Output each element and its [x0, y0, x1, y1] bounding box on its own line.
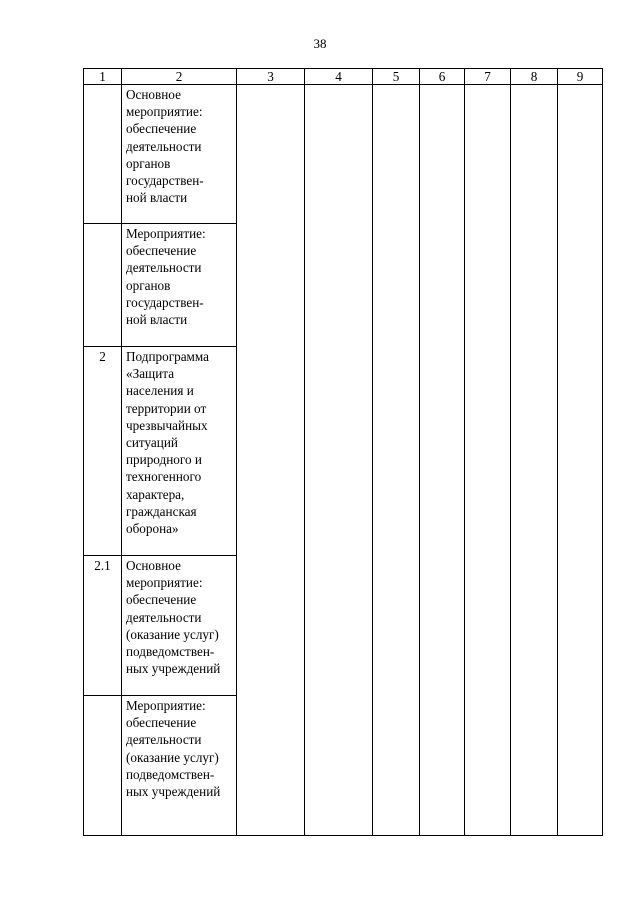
header-col-3: 3: [237, 69, 305, 85]
row-name-cell: Мероприятие: обеспечение деятельности (оказание услуг) подведомствен- ных учреждений: [122, 696, 237, 836]
col-4-cell: [305, 85, 373, 836]
header-col-1: 1: [84, 69, 122, 85]
row-number-cell: [84, 224, 122, 347]
col-9-cell: [558, 85, 603, 836]
row-number-cell: 2: [84, 347, 122, 556]
program-table: [83, 68, 603, 836]
header-col-2: 2: [122, 69, 237, 85]
row-number-cell: [84, 85, 122, 224]
row-name-cell: Подпрограмма «Защита населения и территории от чрезвычайных ситуаций природного и техногенного характера, гражданская оборона»: [122, 347, 237, 556]
col-7-cell: [465, 85, 511, 836]
row-name-cell: Основное мероприятие: обеспечение деятельности (оказание услуг) подведомствен- ных учреждений: [122, 556, 237, 696]
table-row: [84, 85, 603, 224]
col-3-cell: [237, 85, 305, 836]
col-6-cell: [420, 85, 465, 836]
col-5-cell: [373, 85, 420, 836]
row-name-cell: Мероприятие: обеспечение деятельности органов государствен- ной власти: [122, 224, 237, 347]
header-col-9: 9: [558, 69, 603, 85]
row-name-cell: Основное мероприятие: обеспечение деятельности органов государствен- ной власти: [122, 85, 237, 224]
header-col-8: 8: [511, 69, 558, 85]
header-col-5: 5: [373, 69, 420, 85]
header-col-4: 4: [305, 69, 373, 85]
col-8-cell: [511, 85, 558, 836]
row-number-cell: 2.1: [84, 556, 122, 696]
page-number: 38: [313, 36, 327, 51]
header-col-7: 7: [465, 69, 511, 85]
row-number-cell: [84, 696, 122, 836]
header-col-6: 6: [420, 69, 465, 85]
header-row: [84, 69, 603, 85]
